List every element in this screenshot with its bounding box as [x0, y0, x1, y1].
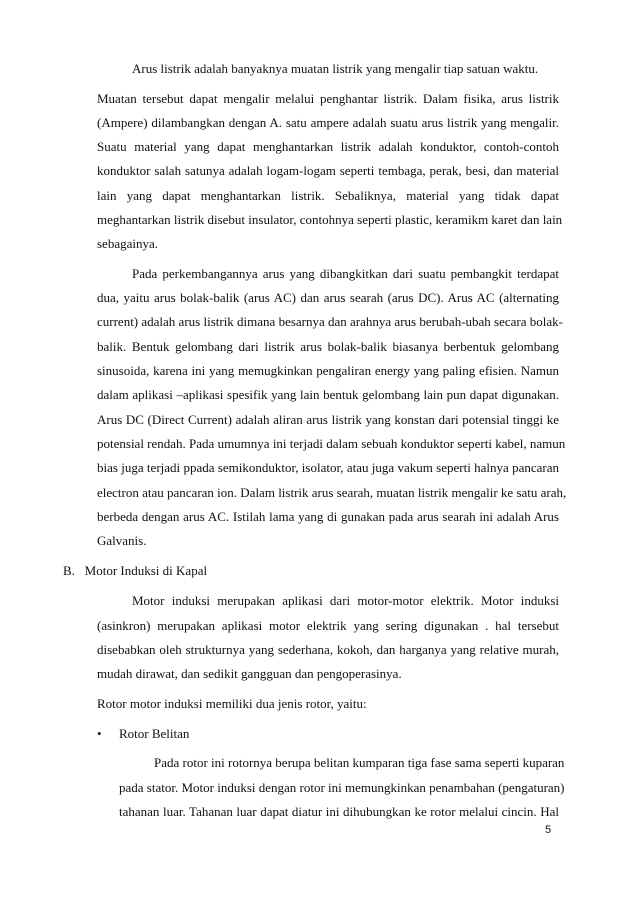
text-line: dua, yaitu arus bolak-balik (arus AC) dan arus searah (arus DC). Arus AC (alternating	[97, 290, 559, 306]
text-line: sebagainya.	[97, 236, 159, 252]
text-line: konduktor salah satunya adalah logam-logam seperti tembaga, perak, besi, dan material	[97, 163, 559, 179]
text-line: meghantarkan listrik disebut insulator, contohnya seperti plastic, keramikm karet dan lain	[97, 211, 563, 227]
text-line: current) adalah arus listrik dimana besarnya dan arahnya arus berubah-ubah secara bolak-	[97, 314, 563, 330]
text-line: pada stator. Motor induksi dengan rotor ini memungkinkan penambahan (pengaturan)	[119, 779, 565, 795]
text-line: (asinkron) merupakan aplikasi motor elektrik yang sering digunakan . hal tersebut	[97, 617, 559, 633]
text-line: Suatu material yang dapat menghantarkan listrik adalah konduktor, contoh-contoh	[97, 138, 559, 154]
text-line: berbeda dengan arus AC. Istilah lama yang di gunakan pada arus searah ini adalah Arus	[97, 508, 559, 524]
bullet-label: Rotor Belitan	[119, 725, 190, 741]
text-line: Pada perkembangannya arus yang dibangkitkan dari suatu pembangkit terdapat	[132, 265, 559, 281]
text-line: Muatan tersebut dapat mengalir melalui penghantar listrik. Dalam fisika, arus listrik	[97, 91, 559, 107]
section-heading: B. Motor Induksi di Kapal	[63, 562, 208, 578]
bullet-icon: •	[97, 725, 102, 741]
page-number: 5	[545, 824, 552, 836]
paragraph-rotor-types: Rotor motor induksi memiliki dua jenis rotor, yaitu:	[97, 696, 367, 711]
text-line: balik. Bentuk gelombang dari listrik arus bolak-balik biasanya berbentuk gelombang	[97, 338, 559, 354]
text-line: electron atau pancaran ion. Dalam listrik arus searah, muatan listrik mengalir ke satu arah,	[97, 484, 567, 500]
text-line: disebabkan oleh strukturnya yang sederhana, kokoh, dan harganya yang relative murah,	[97, 642, 559, 657]
text-line: Arus DC (Direct Current) adalah aliran arus listrik yang konstan dari potensial tinggi ke	[97, 411, 559, 427]
text-line: Pada rotor ini rotornya berupa belitan kumparan tiga fase sama seperti kuparan	[154, 755, 565, 771]
text-line: sinusoida, karena ini yang memugkinkan pengaliran energy yang paling efisien. Namun	[97, 363, 559, 378]
text-line: Galvanis.	[97, 533, 147, 549]
text-line: lain yang dapat menghantarkan listrik. Sebaliknya, material yang tidak dapat	[97, 187, 559, 203]
text-line: Arus listrik adalah banyaknya muatan listrik yang mengalir tiap satuan waktu.	[132, 60, 539, 76]
text-line: mudah dirawat, dan sedikit gangguan dan pengoperasinya.	[97, 666, 402, 682]
text-line: (Ampere) dilambangkan dengan A. satu ampere adalah suatu arus listrik yang mengalir.	[97, 114, 559, 130]
text-line: dalam aplikasi –aplikasi spesifik yang lain bentuk gelombang lain pun dapat digunakan.	[97, 387, 559, 403]
text-line: Motor induksi merupakan aplikasi dari motor-motor elektrik. Motor induksi	[132, 593, 559, 609]
text-line: potensial rendah. Pada umumnya ini terjadi dalam sebuah konduktor seperti kabel, namun	[97, 435, 566, 451]
text-line: bias juga terjadi ppada semikonduktor, isolator, atau juga vakum seperti halnya pancaran	[97, 460, 559, 476]
text-line: tahanan luar. Tahanan luar dapat diatur ini dihubungkan ke rotor melalui cincin. Hal	[119, 804, 559, 819]
